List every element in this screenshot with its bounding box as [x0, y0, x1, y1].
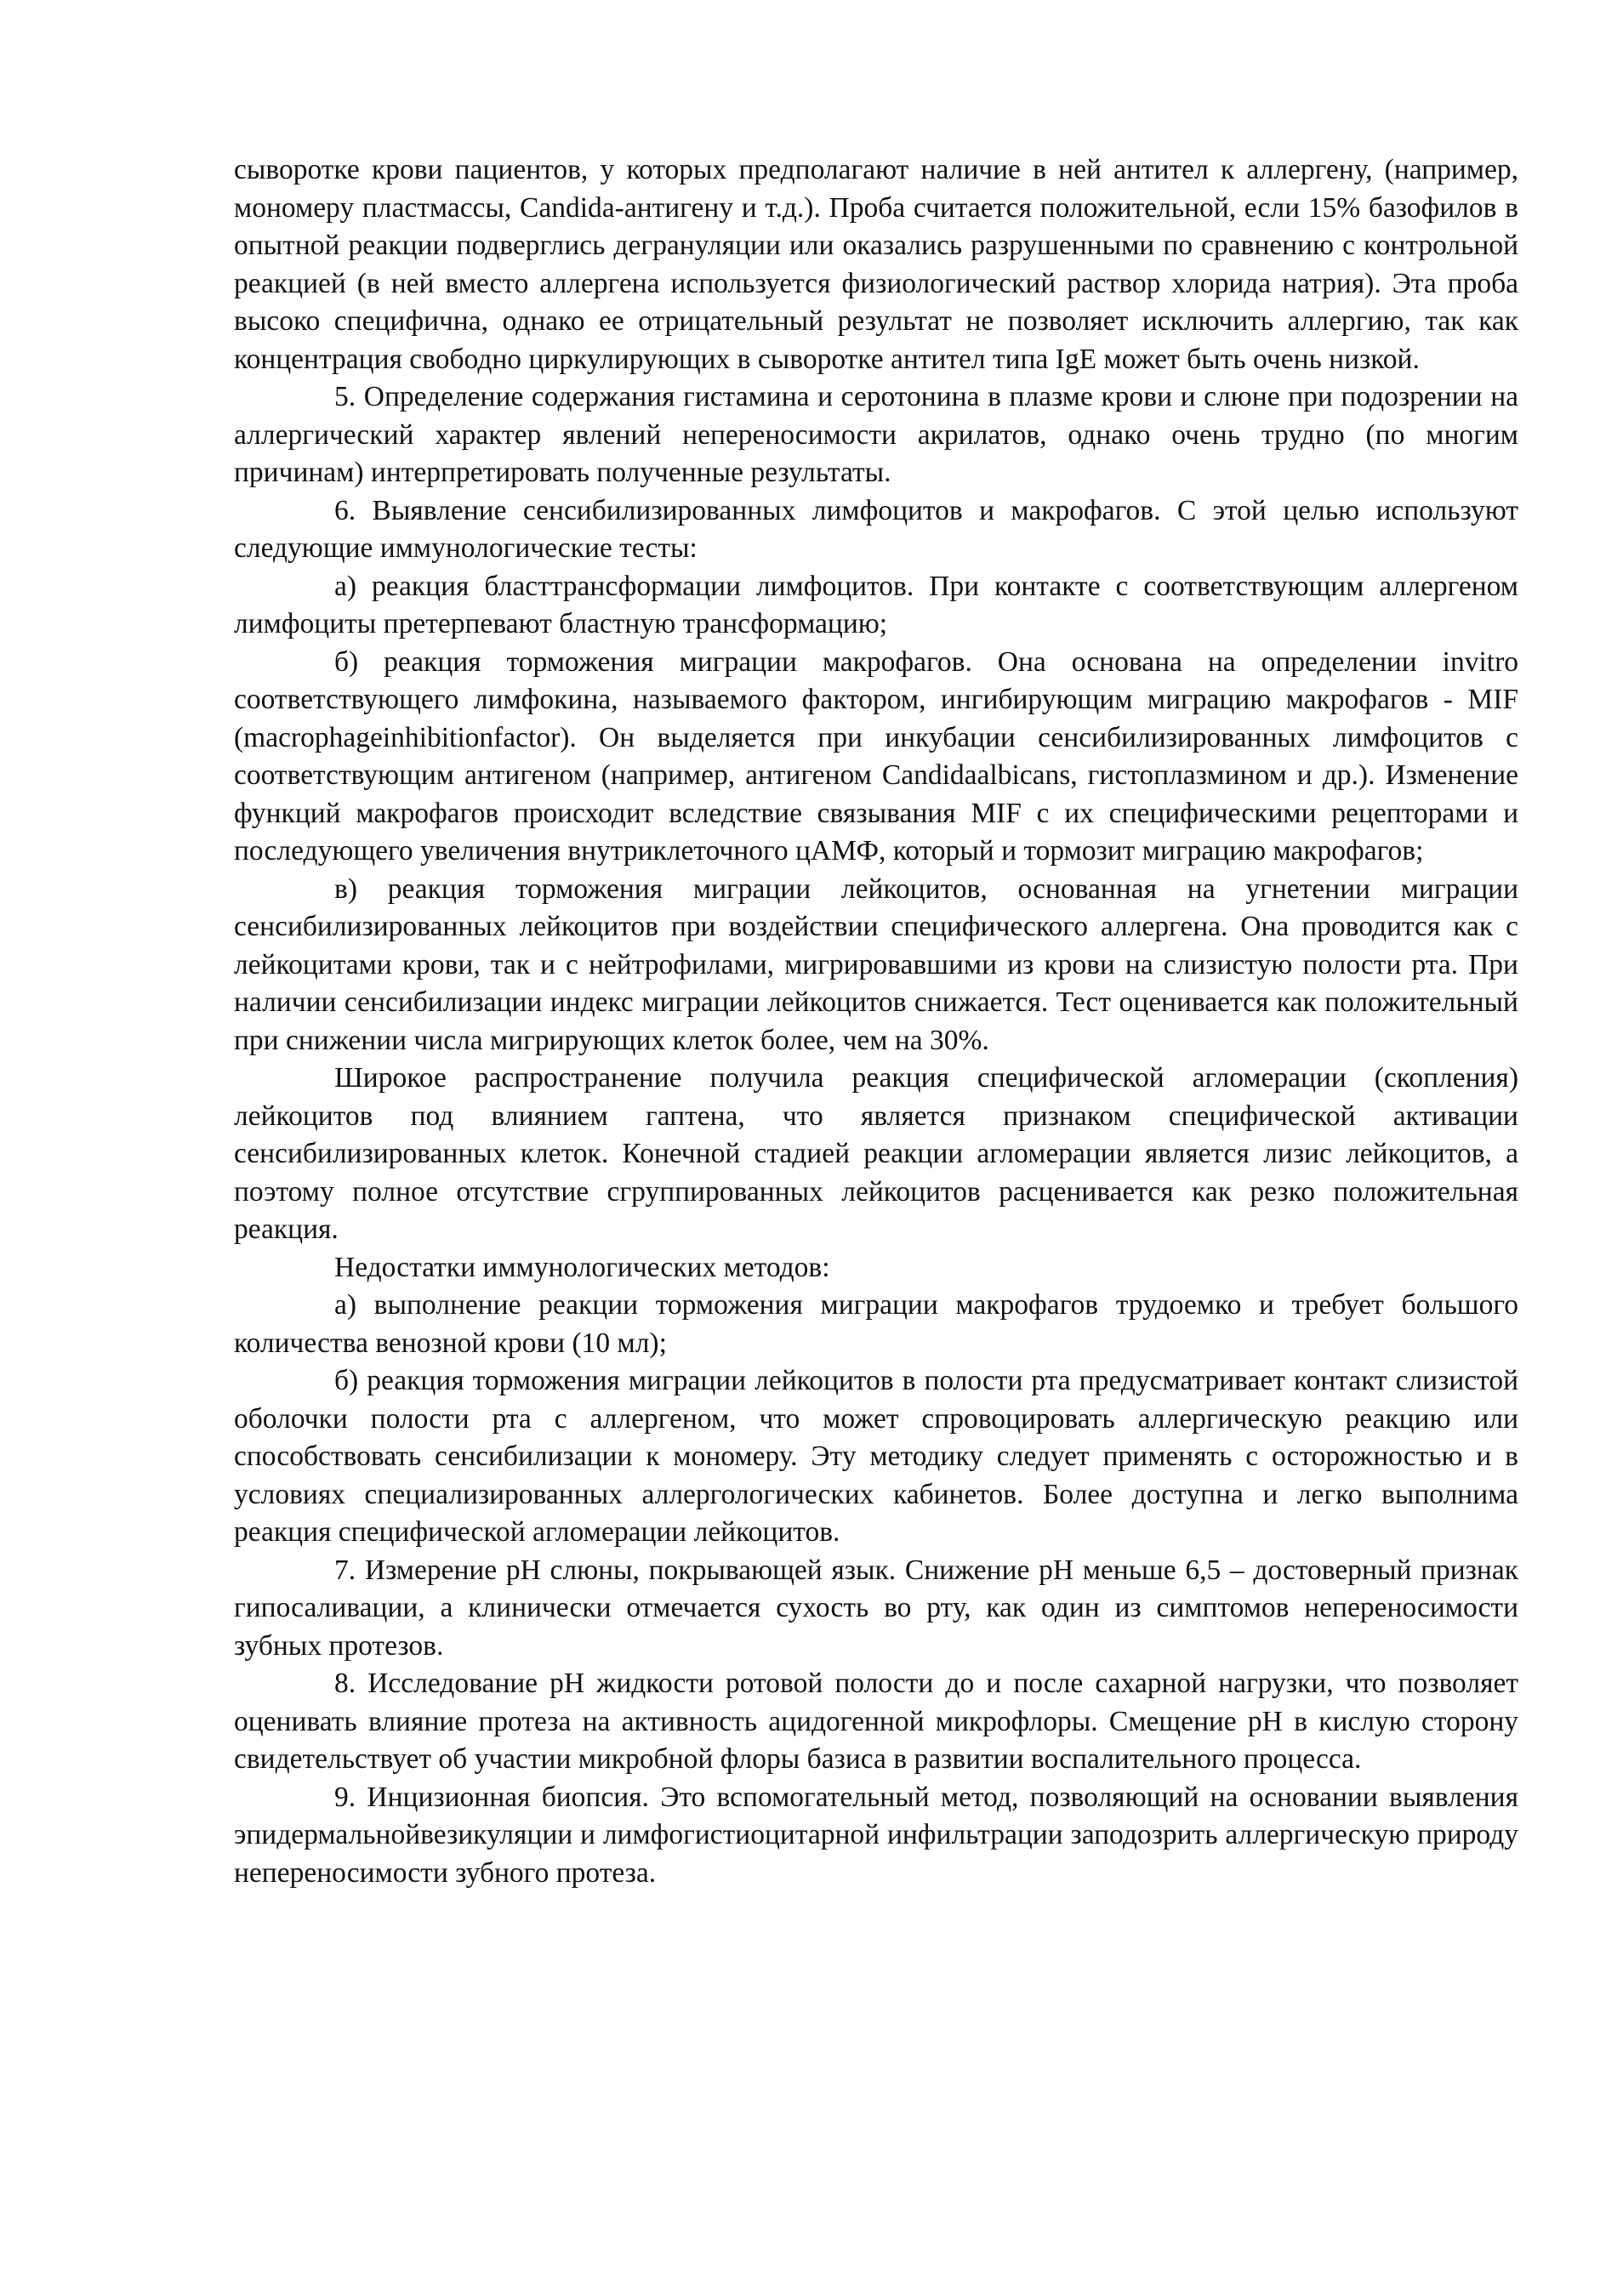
paragraph-continuation-basophil-test: сыворотке крови пациентов, у которых предполагают наличие в ней антител к аллергену, (например, мономеру пластмассы, Candida-антигену и т.д.). Проба считается положительной, если 15% базофилов в опытной реакции подверглись дегрануляции или оказались разрушенными по сравнению с контрольной реакцией (в ней вместо аллергена используется физиологический раствор хлорида натрия). Эта проба высоко специфична, однако ее отрицательный результат не позволяет исключить аллергию, так как концентрация свободно циркулирующих в сыворотке антител типа IgE может быть очень низкой.: [234, 154, 1518, 375]
paragraph-subitem-a-blast-transformation: а) реакция бласттрансформации лимфоцитов. При контакте с соответствующим аллергеном лимфоциты претерпевают бластную трансформацию;: [234, 570, 1518, 639]
paragraph-item-6-lymphocytes: 6. Выявление сенсибилизированных лимфоцитов и макрофагов. С этой целью используют следующие иммунологические тесты:: [234, 494, 1518, 564]
paragraph-item-8-oral-ph: 8. Исследование pH жидкости ротовой полости до и после сахарной нагрузки, что позволяет оценивать влияние протеза на активность ацидогенной микрофлоры. Смещение pH в кислую сторону свидетельствует об участии микробной флоры базиса в развитии воспалительного процесса.: [234, 1668, 1518, 1775]
paragraph-item-9-biopsy: 9. Инцизионная биопсия. Это вспомогательный метод, позволяющий на основании выявления эпидермальнойвезикуляции и лимфогистиоцитарной инфильтрации заподозрить аллергическую природу непереносимости зубного протеза.: [234, 1781, 1518, 1889]
paragraph-subitem-b-macrophage-migration: б) реакция торможения миграции макрофагов. Она основана на определении invitro соответствующего лимфокина, называемого фактором, ингибирующим миграцию макрофагов - MIF (macrophageinhibitionfactor). Он выделяется при инкубации сенсибилизированных лимфоцитов с соответствующим антигеном (например, антигеном Candidaalbicans, гистоплазмином и др.). Изменение функций макрофагов происходит вследствие связывания MIF с их специфическими рецепторами и последующего увеличения внутриклеточного цАМФ, который и тормозит миграцию макрофагов;: [234, 645, 1518, 867]
paragraph-drawback-b: б) реакция торможения миграции лейкоцитов в полости рта предусматривает контакт слизистой оболочки полости рта с аллергеном, что может спровоцировать аллергическую реакцию или способствовать сенсибилизации к мономеру. Эту методику следует применять с осторожностью и в условиях специализированных аллергологических кабинетов. Более доступна и легко выполнима реакция специфической агломерации лейкоцитов.: [234, 1365, 1518, 1548]
document-page: [234, 151, 1518, 1892]
paragraph-item-5-histamine: 5. Определение содержания гистамина и серотонина в плазме крови и слюне при подозрении на аллергический характер явлений непереносимости акрилатов, однако очень трудно (по многим причинам) интерпретировать полученные результаты.: [234, 381, 1518, 488]
paragraph-drawbacks-heading: Недостатки иммунологических методов:: [334, 1251, 830, 1283]
paragraph-subitem-v-leukocyte-migration: в) реакция торможения миграции лейкоцитов, основанная на угнетении миграции сенсибилизированных лейкоцитов при воздействии специфического аллергена. Она проводится как с лейкоцитами крови, так и с нейтрофилами, мигрировавшими из крови на слизистую полости рта. При наличии сенсибилизации индекс миграции лейкоцитов снижается. Тест оценивается как положительный при снижении числа мигрирующих клеток более, чем на 30%.: [234, 872, 1518, 1056]
paragraph-item-7-saliva-ph: 7. Измерение pH слюны, покрывающей язык. Снижение pH меньше 6,5 – достоверный признак гипосаливации, а клинически отмечается сухость во рту, как один из симптомов непереносимости зубных протезов.: [234, 1554, 1518, 1662]
paragraph-agglomeration-reaction: Широкое распространение получила реакция специфической агломерации (скопления) лейкоцитов под влиянием гаптена, что является признаком специфической активации сенсибилизированных клеток. Конечной стадией реакции агломерации является лизис лейкоцитов, а поэтому полное отсутствие сгруппированных лейкоцитов расценивается как резко положительная реакция.: [234, 1062, 1518, 1245]
paragraph-drawback-a: а) выполнение реакции торможения миграции макрофагов трудоемко и требует большого количества венозной крови (10 мл);: [234, 1289, 1518, 1359]
